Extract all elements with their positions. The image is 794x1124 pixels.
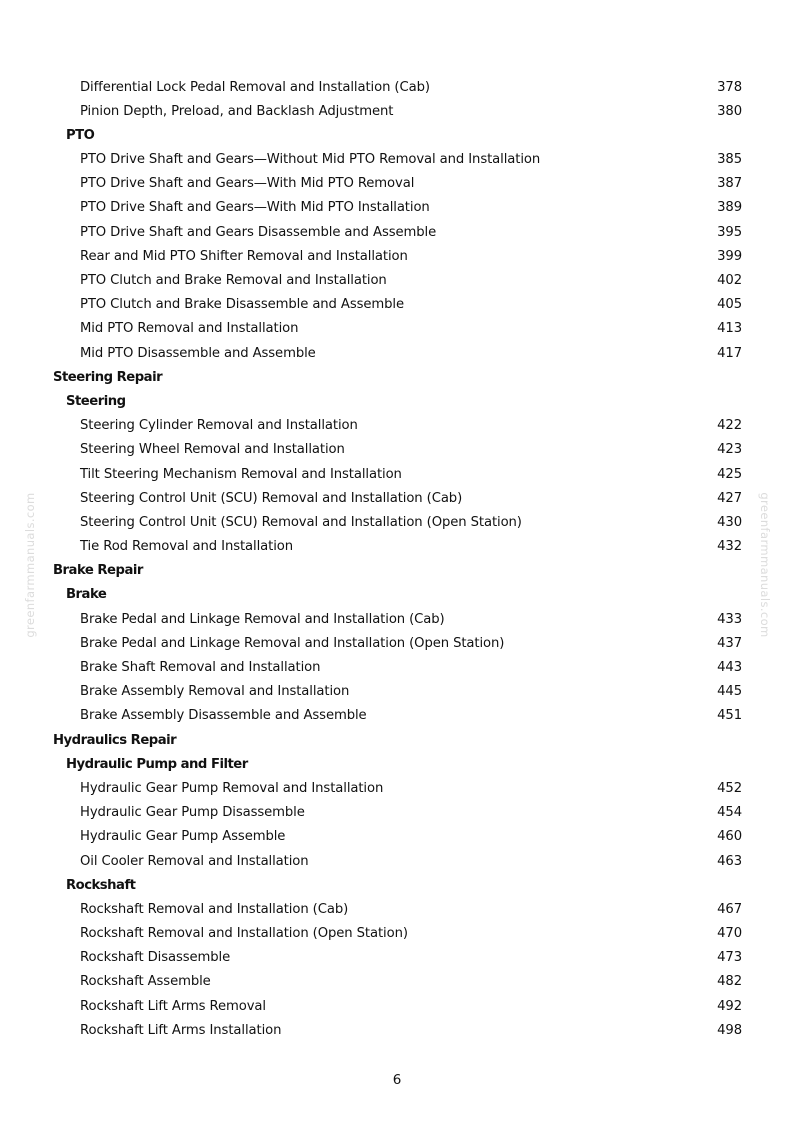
toc-entry-title: Hydraulic Gear Pump Removal and Installation bbox=[80, 780, 384, 796]
toc-entry-title: Hydraulic Gear Pump Disassemble bbox=[80, 805, 305, 821]
toc-entry[interactable] bbox=[0, 946, 794, 970]
toc-entry-page: 463 bbox=[717, 853, 742, 869]
toc-entry-page: 387 bbox=[717, 176, 742, 192]
toc-entry[interactable] bbox=[0, 850, 794, 874]
toc-entry-title: Hydraulic Pump and Filter bbox=[66, 756, 248, 772]
toc-entry[interactable] bbox=[0, 632, 794, 656]
toc-entry-title: Tilt Steering Mechanism Removal and Installation bbox=[80, 466, 402, 482]
toc-entry-page: 417 bbox=[717, 345, 742, 361]
toc-entry-page: 443 bbox=[717, 660, 742, 675]
toc-entry-title: Steering Repair bbox=[53, 369, 163, 385]
toc-entry-page: 473 bbox=[717, 950, 742, 966]
toc-entry-title: PTO Drive Shaft and Gears—With Mid PTO Removal bbox=[80, 176, 415, 192]
toc-entry-title: Brake Assembly Removal and Installation bbox=[80, 684, 350, 700]
page-number: 6 bbox=[392, 1072, 402, 1088]
toc-entry-page: 389 bbox=[717, 200, 742, 216]
toc-entry-page: 437 bbox=[717, 635, 742, 651]
toc-entry-page: 395 bbox=[717, 224, 742, 240]
toc-entry[interactable] bbox=[0, 487, 794, 511]
toc-entry-page: 380 bbox=[717, 103, 742, 119]
toc-subsection-heading[interactable] bbox=[0, 390, 794, 414]
toc-entry-page: 427 bbox=[717, 490, 742, 506]
toc-entry-title: Rockshaft Lift Arms Installation bbox=[80, 1022, 282, 1038]
toc-entry[interactable] bbox=[0, 100, 794, 124]
toc-entry-title: Rockshaft bbox=[66, 877, 136, 893]
toc-entry-page: 492 bbox=[717, 998, 742, 1014]
toc-subsection-heading[interactable] bbox=[0, 583, 794, 607]
toc-entry[interactable] bbox=[0, 898, 794, 922]
toc-entry-page: 460 bbox=[717, 829, 742, 845]
toc-entry-title: Brake Pedal and Linkage Removal and Installation (Open Station) bbox=[80, 635, 505, 651]
toc-entry[interactable] bbox=[0, 293, 794, 317]
toc-entry-page: 432 bbox=[717, 539, 742, 555]
toc-entry-page: 498 bbox=[717, 1022, 742, 1038]
toc-entry[interactable] bbox=[0, 342, 794, 366]
toc-entry-title: Rockshaft Removal and Installation (Cab) bbox=[80, 901, 349, 917]
toc-entry-title: Brake Assembly Disassemble and Assemble bbox=[80, 708, 367, 724]
toc-entry-page: 413 bbox=[717, 321, 742, 337]
toc-entry-title: Rockshaft Disassemble bbox=[80, 950, 231, 966]
toc-entry-title: Brake bbox=[66, 587, 107, 603]
toc-entry-title: Mid PTO Disassemble and Assemble bbox=[80, 345, 316, 361]
toc-entry-page: 399 bbox=[717, 248, 742, 264]
toc-entry[interactable] bbox=[0, 825, 794, 849]
toc-entry-title: Rockshaft Assemble bbox=[80, 974, 211, 990]
toc-entry[interactable] bbox=[0, 535, 794, 559]
toc-entry[interactable] bbox=[0, 995, 794, 1019]
toc-entry-title: Hydraulic Gear Pump Assemble bbox=[80, 829, 286, 845]
toc-entry-title: Brake Shaft Removal and Installation bbox=[80, 660, 321, 675]
toc-entry-title: Steering Cylinder Removal and Installation bbox=[80, 418, 358, 434]
toc-entry-page: 402 bbox=[717, 273, 742, 288]
toc-entry[interactable] bbox=[0, 777, 794, 801]
toc-entry[interactable] bbox=[0, 680, 794, 704]
toc-entry-title: Differential Lock Pedal Removal and Installation (Cab) bbox=[80, 79, 430, 95]
table-of-contents bbox=[0, 76, 794, 1044]
toc-entry[interactable] bbox=[0, 704, 794, 728]
toc-entry-title: Steering Control Unit (SCU) Removal and Installation (Open Station) bbox=[80, 514, 522, 530]
toc-entry-page: 433 bbox=[717, 611, 742, 627]
toc-entry-title: Tie Rod Removal and Installation bbox=[80, 539, 294, 555]
toc-entry[interactable] bbox=[0, 970, 794, 994]
toc-section-heading[interactable] bbox=[0, 366, 794, 390]
toc-entry-title: Steering Control Unit (SCU) Removal and Installation (Cab) bbox=[80, 490, 463, 506]
toc-entry-title: Steering bbox=[66, 393, 126, 409]
toc-entry-title: Rear and Mid PTO Shifter Removal and Installation bbox=[80, 248, 408, 264]
toc-entry-title: Oil Cooler Removal and Installation bbox=[80, 853, 309, 869]
toc-entry-page: 470 bbox=[717, 926, 742, 942]
toc-entry-title: PTO Drive Shaft and Gears Disassemble and Assemble bbox=[80, 224, 437, 240]
toc-entry-title: Rockshaft Lift Arms Removal bbox=[80, 998, 266, 1014]
toc-entry-title: Rockshaft Removal and Installation (Open Station) bbox=[80, 926, 408, 942]
toc-section-heading[interactable] bbox=[0, 559, 794, 583]
toc-entry-page: 430 bbox=[717, 514, 742, 530]
toc-entry-title: Hydraulics Repair bbox=[53, 732, 177, 748]
toc-entry-title: PTO Drive Shaft and Gears—With Mid PTO Installation bbox=[80, 200, 430, 216]
toc-entry-title: Pinion Depth, Preload, and Backlash Adjustment bbox=[80, 103, 394, 119]
toc-entry-page: 425 bbox=[717, 466, 742, 482]
toc-entry[interactable] bbox=[0, 317, 794, 341]
toc-entry-title: PTO Clutch and Brake Disassemble and Assemble bbox=[80, 297, 404, 313]
toc-entry[interactable] bbox=[0, 656, 794, 680]
toc-entry-page: 378 bbox=[717, 79, 742, 95]
toc-section-heading[interactable] bbox=[0, 729, 794, 753]
watermark-text: greenfarmmanuals.com bbox=[23, 492, 37, 638]
toc-entry-page: 445 bbox=[717, 684, 742, 700]
toc-entry-title: Steering Wheel Removal and Installation bbox=[80, 442, 345, 458]
toc-subsection-heading[interactable] bbox=[0, 753, 794, 777]
toc-entry-title: PTO Clutch and Brake Removal and Installation bbox=[80, 273, 387, 288]
toc-entry[interactable] bbox=[0, 608, 794, 632]
toc-entry[interactable] bbox=[0, 801, 794, 825]
toc-entry-page: 452 bbox=[717, 780, 742, 796]
toc-entry-title: Brake Pedal and Linkage Removal and Installation (Cab) bbox=[80, 611, 445, 627]
toc-entry-page: 454 bbox=[717, 805, 742, 821]
toc-entry-page: 405 bbox=[717, 297, 742, 313]
toc-subsection-heading[interactable] bbox=[0, 124, 794, 148]
toc-subsection-heading[interactable] bbox=[0, 874, 794, 898]
toc-entry-page: 467 bbox=[717, 901, 742, 917]
toc-entry[interactable] bbox=[0, 221, 794, 245]
toc-entry-title: Mid PTO Removal and Installation bbox=[80, 321, 299, 337]
toc-entry-page: 451 bbox=[717, 708, 742, 724]
toc-entry-page: 482 bbox=[717, 974, 742, 990]
toc-entry[interactable] bbox=[0, 463, 794, 487]
toc-entry[interactable] bbox=[0, 172, 794, 196]
toc-entry[interactable] bbox=[0, 196, 794, 220]
watermark-text: greenfarmmanuals.com bbox=[758, 492, 772, 638]
toc-entry[interactable] bbox=[0, 922, 794, 946]
toc-entry[interactable] bbox=[0, 414, 794, 438]
toc-entry-page: 423 bbox=[717, 442, 742, 458]
toc-entry[interactable] bbox=[0, 438, 794, 462]
toc-entry[interactable] bbox=[0, 245, 794, 269]
toc-entry-page: 422 bbox=[717, 418, 742, 434]
toc-entry-page: 385 bbox=[717, 152, 742, 168]
toc-entry-title: PTO Drive Shaft and Gears—Without Mid PTO Removal and Installation bbox=[80, 152, 541, 168]
toc-entry[interactable] bbox=[0, 269, 794, 293]
toc-entry[interactable] bbox=[0, 511, 794, 535]
toc-entry-title: Brake Repair bbox=[53, 563, 143, 579]
toc-entry-title: PTO bbox=[66, 127, 95, 143]
toc-entry[interactable] bbox=[0, 76, 794, 100]
toc-entry[interactable] bbox=[0, 1019, 794, 1043]
toc-entry[interactable] bbox=[0, 148, 794, 172]
